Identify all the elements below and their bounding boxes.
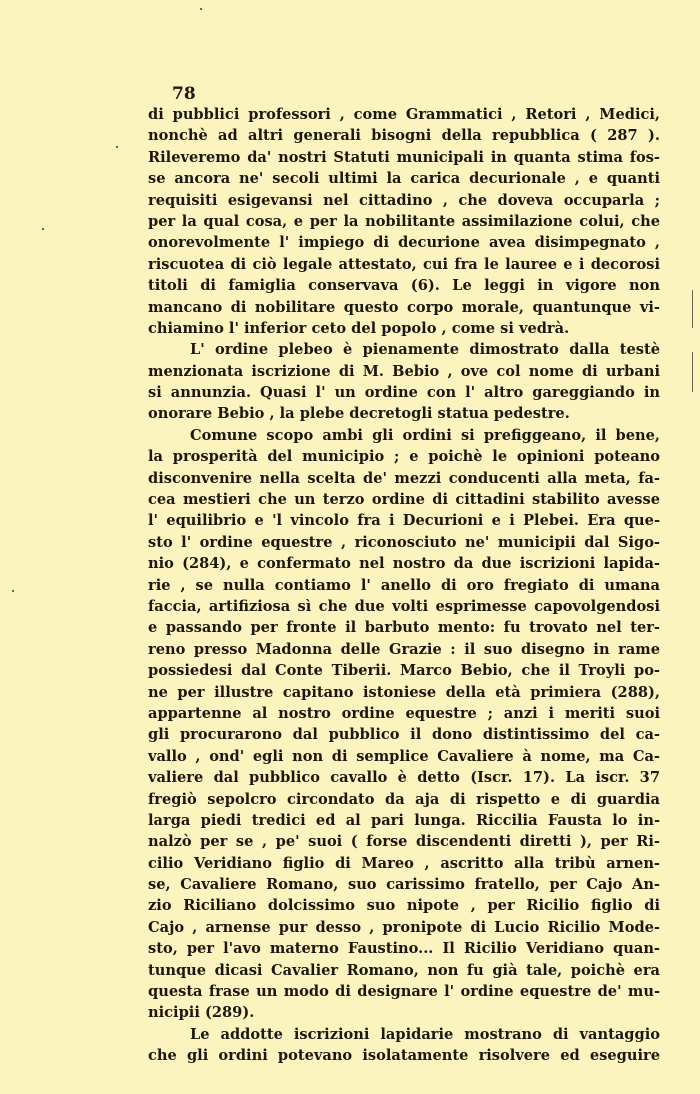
- text-line: riscuotea di ciò legale attestato, cui fra le lauree e i decorosi: [148, 255, 660, 273]
- text-line: si annunzia. Quasi l' un ordine con l' altro gareggiando in: [148, 384, 660, 402]
- text-line: Cajo , arnense pur desso , pronipote di Lucio Ricilio Mode-: [148, 918, 660, 936]
- text-line: gli procurarono dal pubblico il dono distintissimo del ca-: [148, 726, 660, 744]
- text-line: disconvenire nella scelta de' mezzi conducenti alla meta, fa-: [148, 469, 660, 487]
- text-line: sto, per l'avo materno Faustino... Il Ricilio Veridiano quan-: [148, 940, 660, 958]
- text-line: L' ordine plebeo è pienamente dimostrato dalla testè: [190, 341, 660, 359]
- text-line: cilio Veridiano figlio di Mareo , ascritto alla tribù arnen-: [148, 854, 660, 872]
- text-line: possiedesi dal Conte Tiberii. Marco Bebio, che il Troyli po-: [148, 662, 660, 680]
- page-number: 78: [172, 84, 196, 104]
- text-line: se, Cavaliere Romano, suo carissimo fratello, per Cajo An-: [148, 876, 660, 894]
- page-text: [148, 104, 660, 1067]
- speck: [12, 590, 14, 592]
- text-line: l' equilibrio e 'l vincolo fra i Decurioni e i Plebei. Era que-: [148, 512, 660, 530]
- text-line: e passando per fronte il barbuto mento: fu trovato nel ter-: [148, 619, 660, 637]
- speck: [200, 8, 202, 10]
- text-line: Comune scopo ambi gli ordini si prefiggeano, il bene,: [190, 426, 660, 444]
- text-line: che gli ordini potevano isolatamente risolvere ed eseguire: [148, 1047, 660, 1065]
- text-line: Le addotte iscrizioni lapidarie mostrano di vantaggio: [190, 1025, 660, 1043]
- text-line: nicipii (289).: [148, 1004, 255, 1022]
- text-line: Rileveremo da' nostri Statuti municipali in quanta stima fos-: [148, 148, 660, 166]
- text-line: ne per illustre capitano istoniese della età primiera (288),: [148, 683, 660, 701]
- text-line: questa frase un modo di designare l' ordine equestre de' mu-: [148, 983, 660, 1001]
- text-line: nonchè ad altri generali bisogni della repubblica ( 287 ).: [148, 127, 660, 145]
- text-line: nalzò per se , pe' suoi ( forse discendenti diretti ), per Ri-: [148, 833, 660, 851]
- text-line: mancano di nobilitare questo corpo morale, quantunque vi-: [148, 298, 660, 316]
- margin-mark: [692, 352, 693, 392]
- text-line: onorare Bebio , la plebe decretogli statua pedestre.: [148, 405, 570, 423]
- speck: [42, 228, 44, 230]
- text-line: zio Riciliano dolcissimo suo nipote , per Ricilio figlio di: [148, 897, 660, 915]
- text-line: rie , se nulla contiamo l' anello di oro fregiato di umana: [148, 576, 660, 594]
- text-line: di pubblici professori , come Grammatici , Retori , Medici,: [148, 106, 660, 123]
- text-line: tunque dicasi Cavalier Romano, non fu già tale, poichè era: [148, 961, 660, 979]
- text-line: appartenne al nostro ordine equestre ; anzi i meriti suoi: [148, 704, 660, 722]
- text-line: faccia, artifiziosa sì che due volti esprimesse capovolgendosi: [148, 597, 660, 615]
- text-line: se ancora ne' secoli ultimi la carica decurionale , e quanti: [148, 170, 660, 188]
- text-line: la prosperità del municipio ; e poichè le opinioni poteano: [148, 448, 660, 466]
- text-line: chiamino l' inferior ceto del popolo , come si vedrà.: [148, 319, 570, 337]
- text-line: larga piedi tredici ed al pari lunga. Riccilia Fausta lo in-: [148, 811, 660, 829]
- text-line: vallo , ond' egli non di semplice Cavaliere à nome, ma Ca-: [148, 747, 660, 765]
- text-line: sto l' ordine equestre , riconosciuto ne' municipii dal Sigo-: [148, 533, 660, 551]
- text-line: menzionata iscrizione di M. Bebio , ove col nome di urbani: [148, 362, 660, 380]
- text-line: requisiti esigevansi nel cittadino , che doveva occuparla ;: [148, 191, 660, 209]
- text-line: nio (284), e confermato nel nostro da due iscrizioni lapida-: [148, 555, 660, 573]
- text-line: per la qual cosa, e per la nobilitante assimilazione colui, che: [148, 212, 660, 230]
- text-line: cea mestieri che un terzo ordine di cittadini stabilito avesse: [148, 491, 660, 509]
- text-line: reno presso Madonna delle Grazie : il suo disegno in rame: [148, 640, 660, 658]
- text-line: fregiò sepolcro circondato da aja di rispetto e di guardia: [148, 790, 660, 808]
- text-line: titoli di famiglia conservava (6). Le leggi in vigore non: [148, 277, 660, 295]
- speck: [116, 146, 118, 148]
- text-line: valiere dal pubblico cavallo è detto (Iscr. 17). La iscr. 37: [148, 769, 660, 787]
- margin-mark: [692, 290, 693, 328]
- text-line: onorevolmente l' impiego di decurione avea disimpegnato ,: [148, 234, 660, 252]
